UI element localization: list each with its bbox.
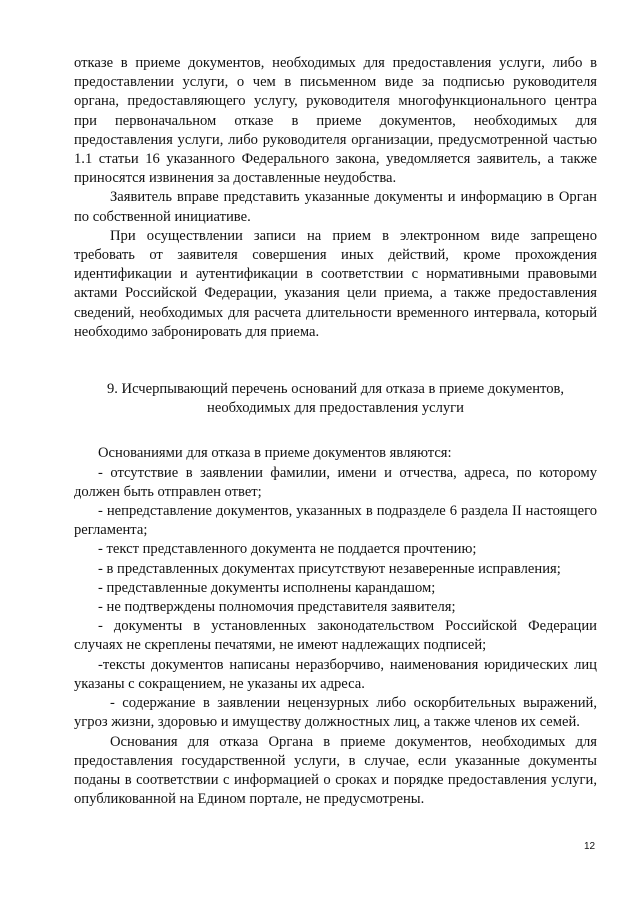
intro-paragraph-3: При осуществлении записи на прием в электронном виде запрещено требовать от заявителя совершения иных действий, кроме прохождения идентификации и аутентификации в соответствии с нормативными правовыми актами Российской Федерации, указания цели приема, а также предоставления сведений, необходимых для расчета длительности временного интервала, который необходимо забронировать для приема. — [74, 227, 597, 340]
intro-paragraph-2: Заявитель вправе представить указанные документы и информацию в Орган по собственной инициативе. — [74, 189, 597, 225]
section-heading-line-1: 9. Исчерпывающий перечень оснований для отказа в приеме документов, — [106, 381, 565, 398]
spacer — [74, 342, 597, 380]
list-item: - документы в установленных законодательством Российской Федерации случаях не скреплены печатями, не имеют надлежащих подписей; — [74, 618, 597, 654]
list-item: - текст представленного документа не поддается прочтению; — [98, 541, 477, 558]
list-item: - содержание в заявлении нецензурных либо оскорбительных выражений, угроз жизни, здоровью и имуществу должностных лиц, а также членов их семей. — [74, 695, 597, 731]
section-heading-line-2: необходимых для предоставления услуги — [207, 400, 464, 417]
section-heading — [74, 380, 597, 418]
list-item: - представленные документы исполнены карандашом; — [98, 579, 436, 596]
page-number: 12 — [584, 841, 596, 852]
section-lead: Основаниями для отказа в приеме документов являются: — [98, 445, 452, 462]
list-item: -тексты документов написаны неразборчиво, наименования юридических лиц указаны с сокращением, не указаны их адреса. — [74, 656, 597, 692]
list-item: - отсутствие в заявлении фамилии, имени и отчества, адреса, по которому должен быть отправлен ответ; — [74, 464, 597, 500]
intro-paragraph-1: отказе в приеме документов, необходимых для предоставления услуги, либо в предоставлении услуги, о чем в письменном виде за подписью руководителя органа, предоставляющего услугу, руководителя многофункционального центра при первоначальном отказе в приеме документов, необходимых для предоставления услуги, либо руководителя организации, предусмотренной частью 1.1 статьи 16 указанного Федерального закона, уведомляется заявитель, а также приносятся извинения за доставленные неудобства. — [74, 55, 597, 187]
list-item: - не подтверждены полномочия представителя заявителя; — [98, 599, 456, 616]
list-item: - непредставление документов, указанных в подразделе 6 раздела II настоящего регламента; — [74, 503, 597, 539]
list-item: - в представленных документах присутствуют незаверенные исправления; — [98, 560, 561, 577]
closing-paragraph: Основания для отказа Органа в приеме документов, необходимых для предоставления государственной услуги, в случае, если указанные документы поданы в соответствии с информацией о сроках и порядке предоставления услуги, опубликованной на Едином портале, не предусмотрены. — [74, 733, 597, 808]
page-content — [74, 54, 597, 809]
spacer — [74, 418, 597, 444]
